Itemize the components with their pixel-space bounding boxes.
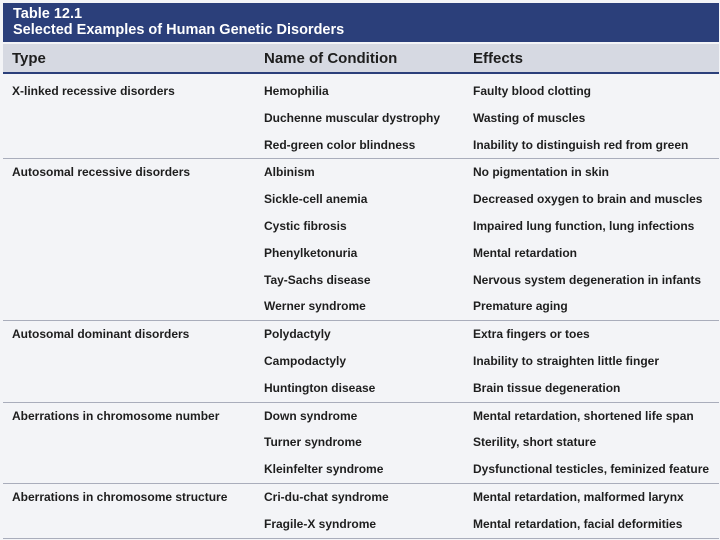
condition-name: Down syndrome (264, 408, 358, 423)
header-type: Type (12, 50, 46, 67)
header-name-of-condition: Name of Condition (264, 50, 398, 67)
condition-effect: Mental retardation, malformed larynx (473, 489, 684, 504)
table-row (3, 132, 719, 159)
table-row (3, 213, 719, 240)
condition-effect: Mental retardation, facial deformities (473, 516, 683, 531)
condition-effect: Extra fingers or toes (473, 327, 590, 342)
table-title: Selected Examples of Human Genetic Disorders (13, 22, 345, 38)
table-row (3, 375, 719, 402)
disorder-type: Aberrations in chromosome number (12, 408, 220, 423)
condition-name: Tay-Sachs disease (264, 272, 371, 287)
condition-effect: Wasting of muscles (473, 110, 586, 125)
condition-effect: Dysfunctional testicles, feminized feature (473, 462, 710, 477)
condition-name: Phenylketonuria (264, 245, 358, 260)
condition-name: Duchenne muscular dystrophy (264, 110, 441, 125)
table-row (3, 105, 719, 132)
condition-name: Cri-du-chat syndrome (264, 489, 389, 504)
table-row (3, 456, 719, 483)
condition-effect: Brain tissue degeneration (473, 380, 621, 395)
condition-name: Turner syndrome (264, 435, 362, 450)
condition-name: Albinism (264, 165, 315, 180)
table-row (3, 78, 719, 105)
table-row (3, 186, 719, 213)
condition-name: Werner syndrome (264, 299, 366, 314)
condition-name: Cystic fibrosis (264, 218, 347, 233)
disorder-group (3, 403, 719, 484)
table-number: Table 12.1 (13, 6, 83, 22)
condition-name: Red-green color blindness (264, 137, 416, 152)
disorder-type: Aberrations in chromosome structure (12, 489, 228, 504)
condition-effect: Premature aging (473, 299, 568, 314)
condition-effect: Inability to straighten little finger (473, 353, 660, 368)
column-header-row (3, 44, 719, 74)
condition-name: Polydactyly (264, 327, 331, 342)
condition-name: Hemophilia (264, 84, 329, 98)
condition-name: Fragile-X syndrome (264, 516, 377, 531)
table-row (3, 348, 719, 375)
table-row (3, 293, 719, 320)
condition-name: Campodactyly (264, 353, 347, 368)
header-effects: Effects (473, 50, 524, 67)
condition-effect: No pigmentation in skin (473, 165, 610, 180)
table-row (3, 511, 719, 538)
disorder-type: Autosomal dominant disorders (12, 327, 190, 342)
disorder-group (3, 484, 719, 539)
condition-effect: Impaired lung function, lung infections (473, 218, 695, 233)
condition-effect: Nervous system degeneration in infants (473, 272, 702, 287)
table-row (3, 240, 719, 267)
condition-name: Kleinfelter syndrome (264, 462, 384, 477)
condition-effect: Mental retardation (473, 245, 578, 260)
disorder-type: Autosomal recessive disorders (12, 165, 191, 180)
disorder-type: X-linked recessive disorders (12, 84, 175, 98)
table-row (3, 429, 719, 456)
table-row (3, 321, 719, 348)
condition-effect: Inability to distinguish red from green (473, 137, 689, 152)
table-row (3, 403, 719, 430)
table-body (3, 78, 719, 539)
table-row (3, 484, 719, 511)
table-row (3, 267, 719, 294)
table-title-bar (3, 3, 719, 42)
condition-effect: Decreased oxygen to brain and muscles (473, 192, 703, 207)
condition-name: Sickle-cell anemia (264, 192, 368, 207)
condition-effect: Mental retardation, shortened life span (473, 408, 694, 423)
condition-effect: Sterility, short stature (473, 435, 597, 450)
condition-name: Huntington disease (264, 380, 376, 395)
disorder-group (3, 78, 719, 159)
condition-effect: Faulty blood clotting (473, 84, 591, 98)
table-row (3, 159, 719, 186)
disorder-group (3, 159, 719, 321)
disorder-group (3, 321, 719, 402)
